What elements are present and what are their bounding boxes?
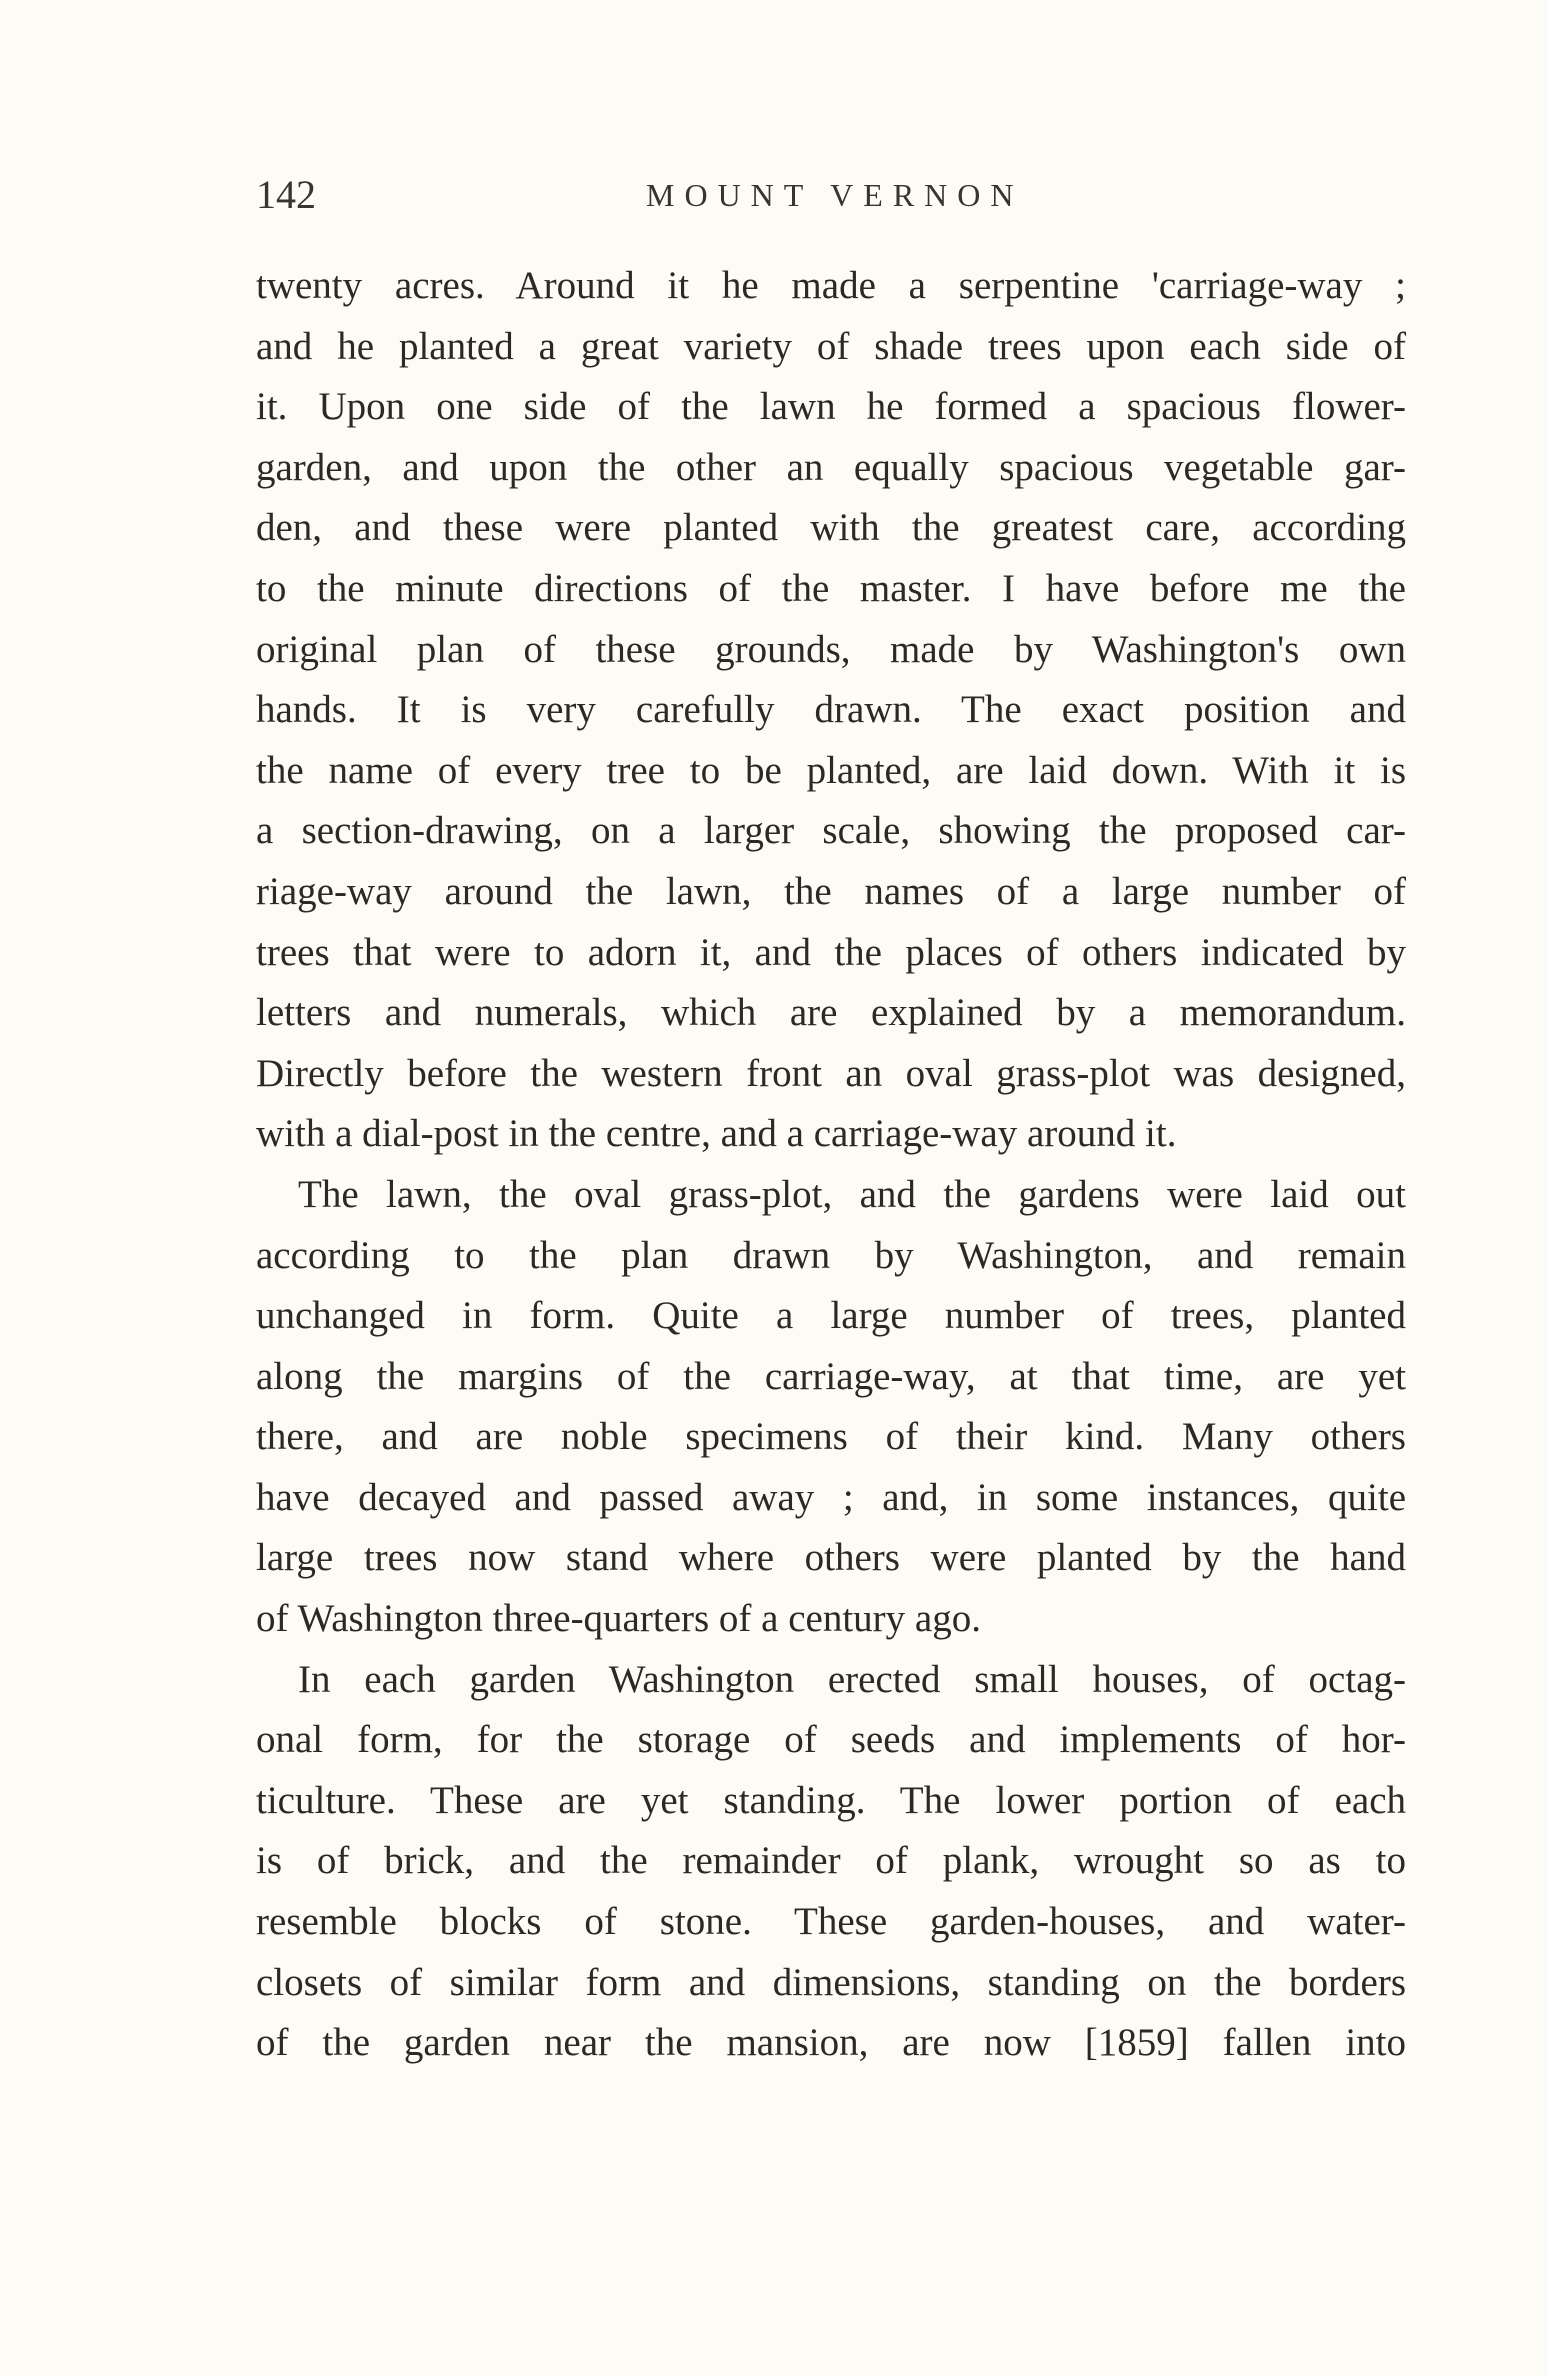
text-line: it. Upon one side of the lawn he formed a spacious flower- [256, 385, 1406, 429]
text-line: along the margins of the carriage-way, at that time, are yet [256, 1354, 1406, 1398]
text-line: garden, and upon the other an equally spacious vegetable gar- [256, 445, 1406, 489]
text-line: The lawn, the oval grass-plot, and the gardens were laid out [298, 1172, 1406, 1216]
text-line: hands. It is very carefully drawn. The exact position and [256, 688, 1406, 732]
text-line: In each garden Washington erected small houses, of octag- [298, 1657, 1406, 1701]
text-line: letters and numerals, which are explained by a memorandum. [256, 991, 1406, 1035]
text-line: and he planted a great variety of shade trees upon each side of [256, 324, 1406, 368]
text-line: den, and these were planted with the greatest care, according [256, 506, 1406, 550]
running-title: MOUNT VERNON [646, 177, 1024, 213]
text-line: with a dial-post in the centre, and a carriage-way around it. [256, 1112, 1177, 1156]
text-line: of Washington three-quarters of a century ago. [256, 1597, 981, 1641]
text-line: closets of similar form and dimensions, standing on the borders [256, 1960, 1406, 2004]
text-line: is of brick, and the remainder of plank, wrought so as to [256, 1839, 1406, 1883]
text-line: there, and are noble specimens of their kind. Many others [256, 1415, 1406, 1459]
text-line: have decayed and passed away ; and, in some instances, quite [256, 1475, 1406, 1519]
text-line: of the garden near the mansion, are now [1859] fallen into [256, 2021, 1406, 2065]
text-line: trees that were to adorn it, and the places of others indicated by [256, 930, 1406, 974]
text-line: ticulture. These are yet standing. The lower portion of each [256, 1778, 1406, 1822]
text-line: onal form, for the storage of seeds and implements of hor- [256, 1718, 1406, 1762]
text-line: resemble blocks of stone. These garden-houses, and water- [256, 1900, 1406, 1944]
page-number: 142 [256, 172, 316, 217]
text-line: twenty acres. Around it he made a serpentine 'carriage-way ; [256, 264, 1406, 307]
text-line: riage-way around the lawn, the names of a large number of [256, 869, 1406, 913]
text-line: according to the plan drawn by Washington, and remain [256, 1233, 1406, 1277]
text-line: original plan of these grounds, made by Washington's own [256, 627, 1406, 671]
running-head [256, 170, 1386, 220]
text-line: unchanged in form. Quite a large number of trees, planted [256, 1294, 1406, 1338]
text-line: to the minute directions of the master. I have before me the [256, 566, 1406, 610]
text-line: large trees now stand where others were planted by the hand [256, 1536, 1406, 1580]
body-text [256, 256, 1406, 2074]
text-line: the name of every tree to be planted, are laid down. With it is [256, 748, 1406, 792]
text-line: Directly before the western front an oval grass-plot was designed, [256, 1051, 1406, 1095]
text-line: a section-drawing, on a larger scale, showing the proposed car- [256, 809, 1406, 853]
